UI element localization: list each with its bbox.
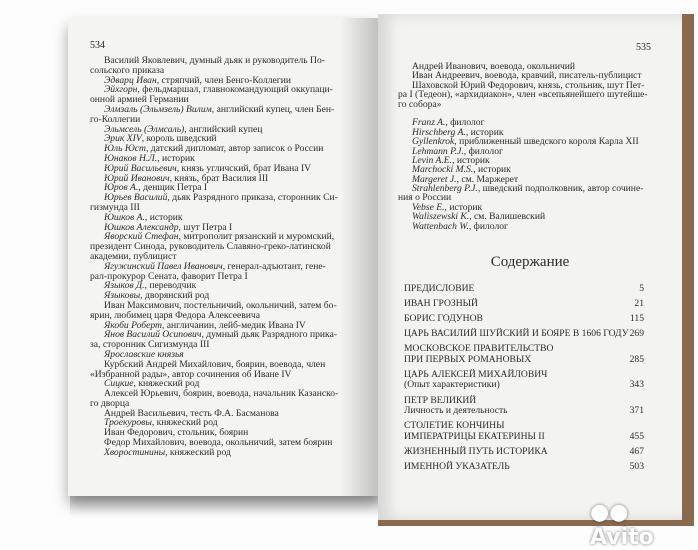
index-name: Marchocki M.S. [412,164,474,176]
spine-shadow [340,18,380,496]
watermark-text: Avito [590,525,654,550]
index-description: , историк [473,164,511,176]
index-description: , князь, брат Василия III [169,172,269,184]
index-description: , историк [144,211,183,223]
toc-page-number: 21 [634,298,644,310]
index-description: Федор Михайлович, воевода, окольничий, затем боярин [104,437,333,449]
toc-page-number: 467 [629,445,644,457]
toc-entry [404,329,644,340]
index-description: ния о России [398,192,452,204]
index-name: Юнаков Н.Л. [104,152,158,164]
toc-entry-title [404,299,478,310]
toc-page-number: 269 [629,328,644,340]
toc-entry-title-line: (Опыт характеристики) [404,379,500,391]
index-description: , историк [465,126,504,138]
index-description: , митрополит рязанский и муромский, [178,231,335,243]
index-name: Ягужинский Павел Иванович [104,260,223,272]
index-description: академии, публицист [90,250,177,262]
index-description: , стряпчий, член Бенго-Коллегии [156,74,291,86]
index-name: Lehmann P.J. [412,145,464,157]
index-description: , дворянский род [140,290,210,302]
index-description: Шаховской Юрий Федорович, князь, стольник, шут Пет- [412,79,645,91]
toc-entry-title-line: БОРИС ГОДУНОВ [404,313,483,325]
toc-entry-title [404,344,553,365]
index-description: , см. Валишевский [469,211,546,223]
index-description: , английский купец, член Бен- [211,103,335,115]
index-description: , генерал-адъютант, гене- [222,260,326,272]
toc-entry [404,344,644,365]
index-description: Иван Максимович, постельничий, окольничий, затем бо- [104,299,337,311]
index-name: Троекуровы [104,417,152,429]
index-name: Levin A.E. [412,154,453,166]
toc-entry-title-line: ЦАРЬ ВАСИЛИЙ ШУЙСКИЙ И БОЯРЕ В 1606 ГОДУ [404,328,629,340]
index-description: «Избранной рады», автор сочинения об Иване IV [90,368,292,380]
index-description: Алексей Юрьевич, боярин, воевода, начальник Казанско- [104,388,339,400]
table-of-contents [404,284,644,477]
index-description: , король шведский [141,133,217,145]
index-name: Strahlenberg P.J. [412,183,478,195]
toc-entry [404,284,644,295]
index-name: Сицкие [104,378,134,390]
toc-page-number: 455 [629,430,644,442]
index-description: , филолог [463,145,503,157]
index-description: , филолог [445,117,485,129]
index-name: Юров А. [104,182,139,194]
index-description: , переводчик [144,280,197,292]
toc-entry-title-line: ПРЕДИСЛОВИЕ [404,283,475,294]
index-name: Юль Юст [104,143,146,155]
index-description: , шведский подполковник, автор сочине- [477,183,644,195]
toc-entry-title-line: МОСКОВСКОЕ ПРАВИТЕЛЬСТВО [404,343,554,355]
toc-entry-title [404,370,547,391]
index-description: ра I (Тедеон), «архидиакон», член «всепьянейшего шутейше- [398,89,648,101]
index-description: сольского приказа [90,64,165,76]
index-name: Эльмсель (Элмсаль) [104,123,185,135]
toc-title: Содержание [490,254,570,270]
index-name: Wattenbach W. [412,220,469,232]
index-description: , датский дипломат, автор записок о России [145,143,324,155]
index-description: ярин, любимец царя Федора Алексеевича [90,309,260,321]
index-description: , дьяк Разрядного приказа, сторонник Си- [167,192,338,204]
left-page [68,18,380,496]
avito-watermark [590,500,698,550]
index-name: Gyllenkrok [412,136,455,148]
index-name: Margeret J. [412,173,457,185]
toc-page-number: 5 [639,283,644,294]
index-description: , княжеский род [165,446,231,458]
index-description: го-Коллегии [90,113,141,125]
index-description: го дворца [90,397,130,409]
index-name: Ярославские князья [104,348,184,360]
index-description: рал-прокурор Сената, фаворит Петра I [90,270,248,282]
toc-entry-title-line: Личность и деятельность [404,405,508,417]
toc-entry [404,370,644,391]
index-name: Waliszewski K. [412,211,470,223]
index-description: , княжеский род [151,417,218,429]
toc-page-number: 371 [629,405,644,417]
index-name: Языков Д. [104,280,145,292]
toc-entry [404,462,644,473]
toc-entry-title [404,462,510,473]
index-name: Юрьев Василий [104,192,168,204]
index-name: Юрий Васильевич [104,162,177,174]
toc-entry-title [404,447,548,458]
toc-page-number: 115 [629,313,644,325]
index-name: Эрик XIV [104,133,142,145]
index-description: , историк [452,154,490,166]
index-description: Курбский Андрей Михайлович, боярин, воевода, член [104,358,326,370]
index-description: , английский купец [184,123,263,135]
watermark-logo-icon: ●● [590,500,629,525]
toc-entry [404,299,644,310]
index-text [398,62,648,231]
index-description: , историк [157,152,195,164]
toc-entry-title-line: ЖИЗНЕННЫЙ ПУТЬ ИСТОРИКА [404,445,548,457]
index-name: Яворский Стефан [104,231,179,243]
toc-entry-title-line: ЦАРЬ АЛЕКСЕЙ МИХАЙЛОВИЧ [404,368,548,380]
toc-entry [404,447,644,458]
index-name: Языковы [104,290,141,302]
toc-entry [404,421,644,442]
index-description: , см. Маржерет [456,173,519,185]
toc-entry [404,314,644,325]
index-description: Иван Андреевич, воевода, кравчий, писатель-публицист [412,70,642,82]
toc-page-number: 343 [629,379,644,391]
index-description: , думный дьяк Разрядного прика- [201,329,338,341]
index-description: , англичанин, лейб-медик Ивана IV [161,319,306,331]
index-name: Franz A. [412,117,446,129]
index-description: Андрей Васильевич, тесть Ф.А. Басманова [104,407,279,419]
index-name: Vebse E. [412,201,445,213]
index-description: го собора» [398,98,442,110]
index-description: гизмунда III [90,201,140,213]
index-name: Эдварц Иван [104,74,157,86]
toc-entry-title-line: ПЕТР ВЕЛИКИЙ [404,394,477,406]
index-name: Якоби Роберт [104,319,162,331]
index-description: , князь угличский, брат Ивана IV [176,162,312,174]
toc-entry-title [404,329,628,340]
index-name: Хворостинины [104,446,166,458]
text-line [398,222,648,231]
index-description: онной армией Германии [90,94,189,106]
toc-entry-title [404,314,483,325]
index-name: Янов Василий Осипович [104,329,202,341]
index-name: Юрий Иванович [104,172,170,184]
toc-entry [404,396,644,417]
index-description: , филолог [468,220,508,232]
toc-entry-title [404,396,508,417]
index-description: , шут Петра I [178,221,233,233]
toc-entry-title-line: ПРИ ПЕРВЫХ РОМАНОВЫХ [404,353,532,365]
toc-page-number: 285 [629,353,644,365]
index-name: Юшков Александр [104,221,179,233]
page-number: 534 [90,40,105,51]
text-line [398,100,648,109]
page-number: 535 [636,42,651,53]
index-description: Василий Яковлевич, думный дьяк и руководитель По- [104,55,325,66]
index-name: Hirschberg A. [412,126,466,138]
index-description: , княжеский род [133,378,200,390]
toc-page-number: 503 [629,460,644,472]
toc-entry-title-line: ИМПЕРАТРИЦЫ ЕКАТЕРИНЫ II [404,430,545,442]
toc-entry-title [404,421,545,442]
index-text [90,56,338,458]
index-description: , приближенный шведского короля Карла XII [454,136,639,148]
index-name: Юшков А. [104,211,145,223]
index-description: президент Синода, руководитель Славяно-греко-латинской [90,241,331,253]
index-description: Андрей Иванович, воевода, окольничий [412,61,576,72]
index-description: , фельдмаршал, главнокомандующий оккупаци- [137,84,333,96]
index-description: , историк [444,201,483,213]
index-name: Элмзаль (Эльмзель) Вилим [104,103,212,115]
toc-entry-title-line: ИМЕННОЙ УКАЗАТЕЛЬ [404,460,510,472]
index-name: Эйхгорн [104,84,138,96]
text-line [90,448,338,458]
toc-entry-title-line: ИВАН ГРОЗНЫЙ [404,298,478,310]
toc-entry-title-line: СТОЛЕТИЕ КОНЧИНЫ [404,420,505,432]
toc-entry-title [404,284,474,295]
right-page [378,14,682,520]
index-description: Иван Федорович, стольник, боярин [104,427,249,439]
index-description: за, сторонник Сигизмунда III [90,339,210,351]
index-description: , денщик Петра I [138,182,208,194]
